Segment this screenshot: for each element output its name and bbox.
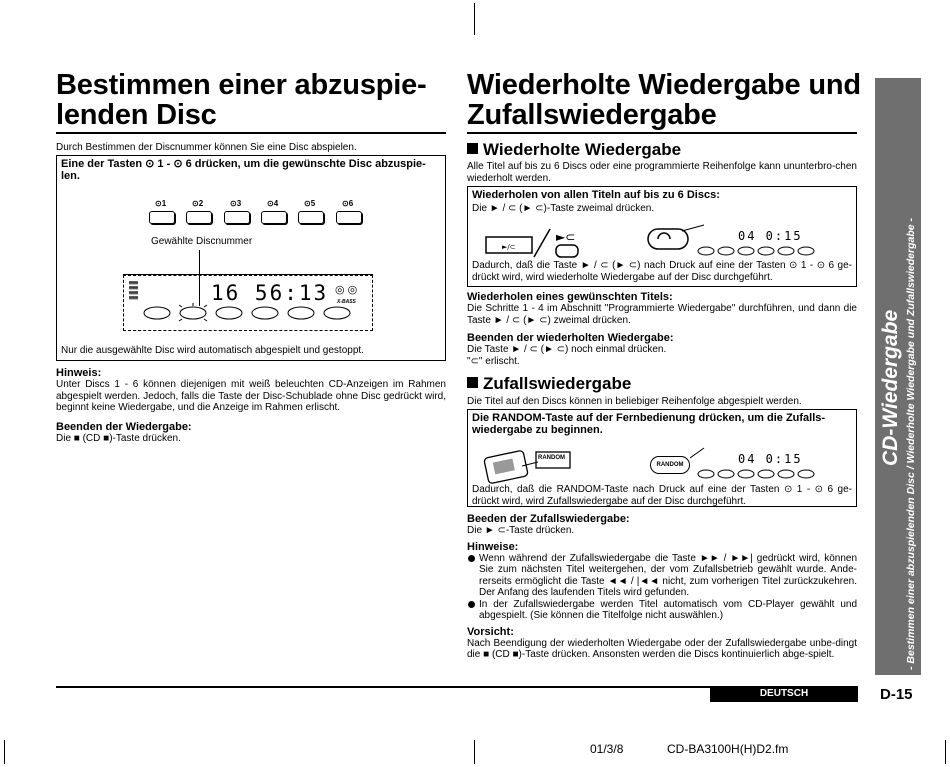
right-title: [467, 70, 867, 130]
disc-display-panel: [123, 274, 373, 331]
left-title-line1: Bestimmen einer abzuspie-: [56, 69, 427, 101]
disc-select-note: Nur die ausgewählte Disc wird automatisch abgespielt und gestoppt.: [61, 345, 364, 356]
left-title-rule: [56, 132, 446, 134]
repeat-display-digits: 04 0:15: [738, 229, 803, 243]
disc-indicator-5: [288, 307, 314, 319]
right-title-rule: [467, 132, 857, 134]
crop-mark: [4, 740, 5, 764]
repeat-end-heading: Beenden der wiederholten Wiedergabe:: [467, 332, 674, 344]
crop-mark: [945, 740, 946, 764]
sidebar-subtitle: - Bestimmen einer abzuspielenden Disc / Wiederholte Wiedergabe und Zufallswiedergabe -: [905, 218, 917, 670]
random-box-title: Die RANDOM-Taste auf der Fernbedienung drücken, um die Zufalls-wiedergabe zu beginnen.: [472, 412, 826, 436]
random-button-label: RANDOM: [538, 455, 565, 461]
disc-callout-label: Gewählte Discnummer: [151, 236, 253, 247]
repeat-all-box-title: Wiederholen von allen Titeln auf bis zu 6 Discs:: [472, 189, 720, 201]
remote-control-illustration: [482, 448, 572, 484]
chapter-sidebar: [875, 78, 921, 675]
left-title: [56, 70, 456, 130]
source-file: CD-BA3100H(H)D2.fm: [667, 742, 789, 756]
crop-mark: [474, 740, 475, 764]
svg-text:►/⊂: ►/⊂: [502, 243, 516, 251]
hint-item: In der Zufallswiedergabe werden Titel automatisch vom CD-Player gewählt und abgespielt. (Sie können die Titelfolge nicht auswählen.): [467, 599, 857, 622]
right-title-line2: Zufallswiedergabe: [467, 99, 717, 131]
repeat-end-text2: "⊂" erlischt.: [467, 355, 520, 367]
disc-button-label: ⊙1: [155, 199, 167, 208]
play-repeat-buttons-illustration: [484, 227, 584, 261]
hint-heading: Hinweis:: [56, 367, 102, 379]
left-title-line2: lenden Disc: [56, 99, 217, 131]
repeat-end-text1: Die Taste ► / ⊂ (► ⊂) noch einmal drücken.: [467, 344, 667, 355]
right-title-line1: Wiederholte Wiedergabe und: [467, 69, 861, 101]
disc-1-button[interactable]: [149, 211, 175, 224]
svg-text:►⊂: ►⊂: [556, 230, 576, 244]
disc-button-label: ⊙5: [304, 199, 316, 208]
repeat-track-heading: Wiederholen eines gewünschten Titels:: [467, 291, 673, 303]
crop-mark: [474, 3, 475, 35]
random-intro: Die Titel auf den Discs können in beliebiger Reihenfolge abgespielt werden.: [467, 396, 802, 407]
print-date: 01/3/8: [590, 742, 624, 756]
square-bullet-icon: [467, 377, 478, 388]
random-end-text: Die ► ⊂-Taste drücken.: [467, 525, 575, 536]
repeat-disc-indicators: [698, 247, 814, 255]
page-number: D-15: [880, 686, 913, 703]
display-brand: X-BASS: [337, 299, 356, 305]
repeat-intro: Alle Titel auf bis zu 6 Discs oder eine programmierte Reihenfolge kann ununterbro-chen wiederholt werden.: [467, 161, 857, 184]
disc-display-digits: 16 56:13: [211, 281, 329, 305]
hints-heading: Hinweise:: [467, 540, 519, 553]
disc-select-box: [56, 155, 446, 361]
disc-button-label: ⊙6: [342, 199, 354, 208]
random-button[interactable]: RANDOM: [650, 456, 690, 474]
disc-indicator-4: [252, 307, 278, 319]
disc-button-row: [149, 199, 369, 229]
random-end-heading: Beeden der Zufallswiedergabe:: [467, 513, 630, 525]
disc-indicator-1: [144, 307, 170, 319]
language-tab: DEUTSCH: [710, 686, 858, 702]
stop-heading: Beenden der Wiedergabe:: [56, 420, 192, 433]
random-heading-text: Zufallswiedergabe: [483, 374, 632, 393]
display-indicator-icon: ◎ ◎: [335, 284, 358, 296]
random-display-digits: 04 0:15: [738, 452, 803, 466]
disc-2-button[interactable]: [186, 211, 212, 224]
disc-button-label: ⊙4: [267, 199, 279, 208]
left-hint-block: [56, 367, 446, 444]
random-box: [467, 409, 857, 507]
disc-select-box-title: Eine der Tasten ⊙ 1 - ⊙ 6 drücken, um die gewünschte Disc abzuspie-len.: [61, 158, 426, 182]
disc-indicator-3: [216, 307, 242, 319]
disc-button-label: ⊙2: [192, 199, 204, 208]
random-details: [467, 513, 857, 661]
repeat-all-caption: Dadurch, daß die Taste ► / ⊂ (► ⊂) nach Druck auf eine der Tasten ⊙ 1 - ⊙ 6 ge-drückt wird, wird wiederholte Wiedergabe auf der Disc durchgeführt.: [472, 260, 852, 283]
track-grid-icon: ▦▦▦ ▦▦▦ ▦▦▦ ▦▦▦: [129, 280, 139, 301]
caution-text: Nach Beendigung der wiederholten Wiedergabe oder der Zufallswiedergabe unbe-dingt die ■ (CD ■)-Taste drücken. Ansonsten werden die Discs kontinuierlich abge-spielt.: [467, 637, 857, 660]
disc-4-button[interactable]: [261, 211, 287, 224]
repeat-section-heading: [467, 140, 681, 160]
selected-disc-rays: [179, 303, 207, 321]
stop-text: Die ■ (CD ■)-Taste drücken.: [56, 432, 181, 444]
repeat-all-instruction: Die ► / ⊂ (► ⊂)-Taste zweimal drücken.: [472, 203, 655, 214]
random-caption: Dadurch, daß die RANDOM-Taste nach Druck auf eine der Tasten ⊙ 1 - ⊙ 6 ge-drückt wird, wird Zufallswiedergabe auf der Disc durchgeführt.: [472, 484, 852, 507]
hint-item: Wenn während der Zufallswiedergabe die Taste ►► / ►►| gedrückt wird, können Sie zum nächsten Titel weitergehen, der vom Zufallsbetrieb gewählt wurde. Ande-rerseits ermöglicht die Taste ◄◄ / |◄◄ nicht, zum vorherigen Titel zurückzukehren. Der Anfang des laufenden Titels wird gefunden.: [467, 553, 857, 599]
repeat-heading-text: Wiederholte Wiedergabe: [483, 140, 682, 159]
repeat-all-box: [467, 186, 857, 287]
repeat-track-text: Die Schritte 1 - 4 im Abschnitt "Programmierte Wiedergabe" durchführen, und dann die Taste ► / ⊂ (► ⊂) zweimal drücken.: [467, 303, 857, 326]
disc-6-button[interactable]: [336, 211, 362, 224]
repeat-details: [467, 291, 857, 367]
sidebar-main-title: CD-Wiedergabe: [879, 309, 902, 466]
square-bullet-icon: [467, 143, 478, 154]
disc-3-button[interactable]: [224, 211, 250, 224]
disc-indicator-6: [324, 307, 350, 319]
random-section-heading: [467, 374, 631, 394]
disc-5-button[interactable]: [298, 211, 324, 224]
disc-button-label: ⊙3: [230, 199, 242, 208]
hint-text: Unter Discs 1 - 6 können diejenigen mit weiß beleuchten CD-Anzeigen im Rahmen abgespielt werden. Jedoch, falls die Taste der Disc-Schublade ohne Disc gedrückt wird, beginnt keine Wiedergabe, und die Anzeige im Rahmen erlischt.: [56, 379, 446, 413]
disc-indicator-row: [143, 303, 353, 325]
disc-indicator-2: [180, 307, 206, 319]
left-intro: Durch Bestimmen der Discnummer können Sie eine Disc abspielen.: [56, 142, 357, 153]
caution-heading: Vorsicht:: [467, 625, 514, 638]
